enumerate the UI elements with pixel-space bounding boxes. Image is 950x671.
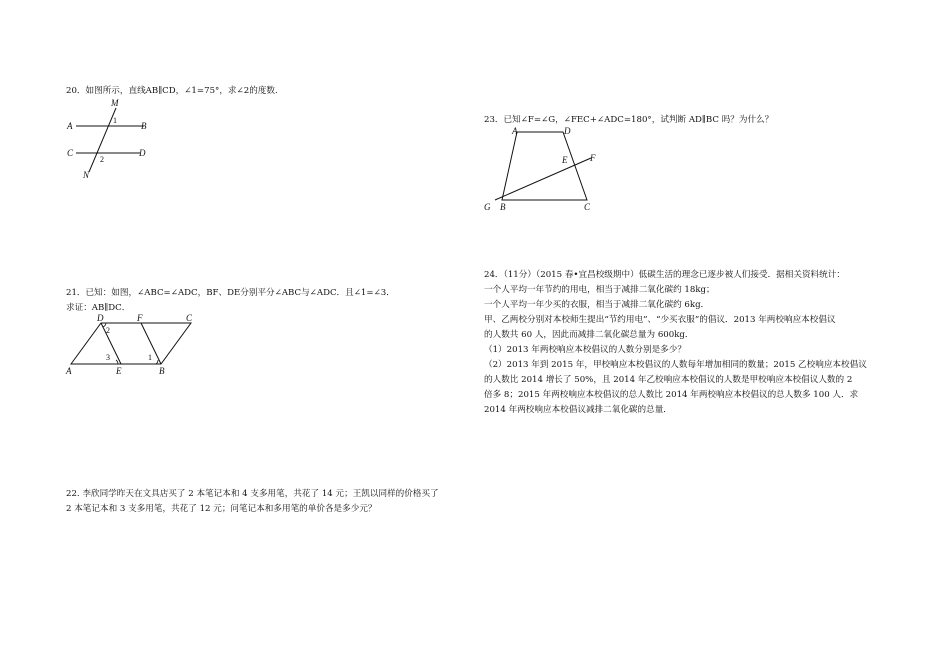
label-N: N xyxy=(83,170,90,180)
question-24-line: 的人数共 60 人，因此而减排二氧化碳总量为 600kg． xyxy=(484,330,694,340)
question-21-line-2: 求证：AB∥DC． xyxy=(66,303,131,313)
question-24 xyxy=(484,268,867,418)
question-24-line: （2）2013 年到 2015 年，甲校响应本校倡议的人数每年增加相同的数量；2015 乙校响应本校倡议 xyxy=(484,360,867,370)
question-24-line: 一个人平均一年节约的用电，相当于减排二氧化碳约 18kg； xyxy=(484,285,715,295)
label-D: D xyxy=(97,313,104,323)
label-C: C xyxy=(186,313,193,323)
question-24-line: 倍多 8；2015 年两校响应本校倡议的总人数比 2014 年两校响应本校倡议的总人数多 100 人．求 xyxy=(484,390,859,400)
label-C: C xyxy=(67,148,74,158)
question-21-line-1: 21．已知：如图，∠ABC=∠ADC，BF、DE分别平分∠ABC与∠ADC．且∠1=∠3． xyxy=(66,288,395,298)
label-1: 1 xyxy=(113,116,117,125)
label-A: A xyxy=(512,126,518,136)
label-B: B xyxy=(141,121,147,131)
label-1: 1 xyxy=(148,353,152,362)
label-G: G xyxy=(484,202,491,212)
question-20-text: 20．如图所示，直线AB∥CD，∠1=75°，求∠2的度数. xyxy=(66,86,278,96)
question-24-line: 一个人平均一年少买的衣服，相当于减排二氧化碳约 6kg． xyxy=(484,300,710,310)
label-2: 2 xyxy=(100,155,104,164)
label-B: B xyxy=(159,366,165,376)
question-24-line: 24．（11分）（2015 春•宜昌校级期中）低碳生活的理念已逐步被人们接受．据相关资料统计： xyxy=(484,270,845,280)
question-23-text: 23．已知∠F=∠G，∠FEC+∠ADC=180°，试判断 AD∥BC 吗？为什么？ xyxy=(484,115,774,125)
question-24-line: 甲、乙两校分别对本校师生提出“节约用电”、“少买衣服”的倡议．2013 年两校响应本校倡议 xyxy=(484,315,836,325)
figure-23-trapezoid xyxy=(480,124,610,212)
question-24-line: 2014 年两校响应本校倡议减排二氧化碳的总量． xyxy=(484,405,672,415)
label-F: F xyxy=(137,313,143,323)
question-24-line: （1）2013 年两校响应本校倡议的人数分别是多少？ xyxy=(484,345,686,355)
question-24-line: 的人数比 2014 增长了 50%，且 2014 年乙校响应本校倡议的人数是甲校响应本校倡议人数的 2 xyxy=(484,375,853,385)
label-E: E xyxy=(116,366,122,376)
label-A: A xyxy=(67,121,73,131)
label-M: M xyxy=(111,98,119,108)
label-2: 2 xyxy=(106,326,110,335)
label-F: F xyxy=(590,153,596,163)
label-B: B xyxy=(500,202,506,212)
label-A: A xyxy=(66,366,72,376)
label-D: D xyxy=(564,126,571,136)
label-E: E xyxy=(562,155,568,165)
label-C: C xyxy=(584,202,591,212)
figure-21-parallelogram xyxy=(60,312,200,378)
figure-20-parallel-lines xyxy=(60,96,160,182)
question-22-line-1: 22. 李欣同学昨天在文具店买了 2 本笔记本和 4 支多用笔，共花了 14 元；王凯以同样的价格买了 xyxy=(66,489,439,499)
question-22-line-2: 2 本笔记本和 3 支多用笔，共花了 12 元；问笔记本和多用笔的单价各是多少元？ xyxy=(66,504,377,514)
label-3: 3 xyxy=(106,353,110,362)
label-D: D xyxy=(139,148,146,158)
question-22 xyxy=(66,487,439,517)
